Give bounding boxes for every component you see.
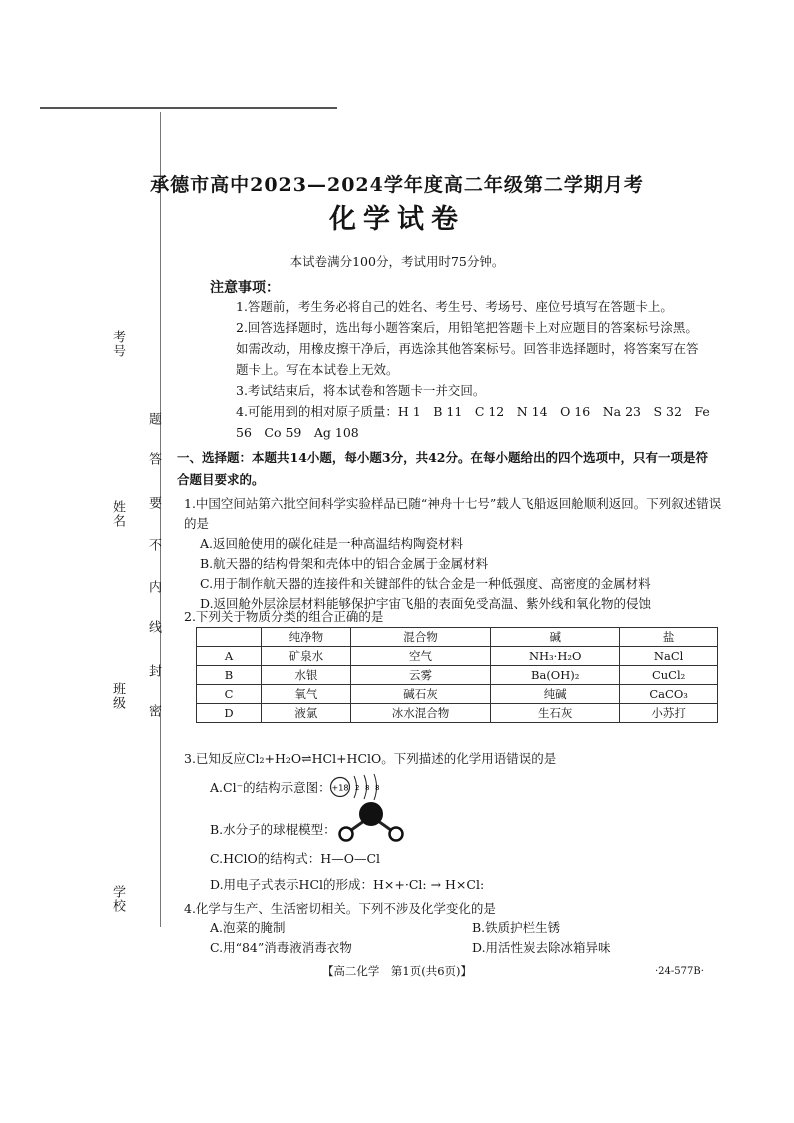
paper-title: 化学试卷 [329, 204, 465, 235]
seal-char: 封 [146, 664, 161, 678]
field-name: 姓名 [110, 500, 125, 528]
seal-char: 要 [146, 496, 161, 510]
q4-option: A.泡菜的腌制 [210, 920, 286, 935]
table-cell: 水银 [262, 666, 351, 685]
notes-list [210, 296, 710, 443]
table-cell: 小苏打 [620, 704, 718, 723]
table-header-row [197, 628, 718, 647]
field-class: 班级 [110, 682, 125, 710]
table-header-cell: 纯净物 [262, 628, 351, 647]
option: D.返回舱外层涂层材料能够保护宇宙飞船的表面免受高温、紫外线和氧化物的侵蚀 [200, 596, 652, 611]
top-rule [40, 107, 337, 109]
option: B.航天器的结构骨架和壳体中的铝合金属于金属材料 [200, 556, 489, 571]
option: C.用于制作航天器的连接件和关键部件的钛合金是一种低强度、高密度的金属材料 [200, 576, 651, 591]
table-cell: B [197, 666, 262, 685]
option: A.返回舱使用的碳化硅是一种高温结构陶瓷材料 [200, 536, 464, 551]
table-cell: C [197, 685, 262, 704]
chloride-ion-structure-diagram [328, 772, 388, 802]
q3-option-d: D.用电子式表示HCl的形成：H×+·Cl: → H×Cl: [210, 877, 485, 892]
table-cell: 生石灰 [491, 704, 620, 723]
table-header-cell: 碱 [491, 628, 620, 647]
table-cell: Ba(OH)₂ [491, 666, 620, 685]
question-stem: 1.中国空间站第六批空间科学实验样品已随“神舟十七号”载人飞船返回舱顺利返回。下列叙述错误的是 [184, 496, 722, 531]
q3-option-a: A.Cl⁻的结构示意图： [210, 780, 331, 795]
section-heading: 一、选择题：本题共14小题，每小题3分，共42分。在每小题给出的四个选项中，只有一项是符合题目要求的。 [177, 450, 708, 487]
q4-option: B.铁质护栏生锈 [472, 920, 561, 935]
q4-option: D.用活性炭去除冰箱异味 [472, 940, 611, 955]
question-4-stem: 4.化学与生产、生活密切相关。下列不涉及化学变化的是 [184, 901, 496, 916]
seal-char: 题 [146, 412, 161, 426]
table-header-cell [197, 628, 262, 647]
classification-table [196, 627, 718, 723]
seal-char: 内 [146, 580, 161, 594]
notes-heading: 注意事项： [210, 280, 280, 296]
q3-option-c: C.HClO的结构式：H—O—Cl [210, 851, 381, 866]
shell-electrons: 2 [355, 784, 360, 792]
note-item: 1.答题前，考生务必将自己的姓名、考生号、考场号、座位号填写在答题卡上。 [236, 299, 673, 314]
table-cell: 碱石灰 [350, 685, 490, 704]
table-cell: 氧气 [262, 685, 351, 704]
table-row [197, 647, 718, 666]
note-item: 2.回答选择题时，选出每小题答案后，用铅笔把答题卡上对应题目的答案标号涂黑。如需改动，用橡皮擦干净后，再选涂其他答案标号。回答非选择题时，将答案写在答题卡上。写在本试卷上无效。 [236, 320, 699, 377]
field-school: 学校 [110, 885, 125, 913]
table-cell: 空气 [350, 647, 490, 666]
table-header-cell: 混合物 [350, 628, 490, 647]
table-row [197, 666, 718, 685]
shell-electrons: 8 [375, 784, 380, 792]
seal-char: 答 [146, 452, 161, 466]
nucleus-charge: +18 [331, 783, 349, 793]
table-cell: CuCl₂ [620, 666, 718, 685]
paper-code: ·24-577B· [655, 966, 704, 977]
page-footer: 【高二化学 第1页(共6页)】 [321, 964, 473, 978]
table-cell: 矿泉水 [262, 647, 351, 666]
question-1 [184, 494, 724, 614]
water-ball-stick-model [334, 800, 414, 845]
shell-electrons: 8 [365, 784, 370, 792]
table-cell: A [197, 647, 262, 666]
table-row [197, 685, 718, 704]
exam-info: 本试卷满分100分，考试用时75分钟。 [289, 254, 505, 269]
table-cell: NH₃·H₂O [491, 647, 620, 666]
field-exam-number: 考号 [110, 330, 125, 358]
q3-option-b: B.水分子的球棍模型： [210, 822, 336, 837]
question-3-stem: 3.已知反应Cl₂+H₂O⇌HCl+HClO。下列描述的化学用语错误的是 [184, 751, 557, 766]
seal-char: 线 [146, 620, 161, 634]
seal-char: 不 [146, 538, 161, 552]
table-cell: 云雾 [350, 666, 490, 685]
table-cell: 液氯 [262, 704, 351, 723]
exam-title: 承德市高中2023—2024学年度高二年级第二学期月考 [150, 174, 644, 196]
table-cell: 冰水混合物 [350, 704, 490, 723]
table-cell: CaCO₃ [620, 685, 718, 704]
table-row [197, 704, 718, 723]
question-2-stem: 2.下列关于物质分类的组合正确的是 [184, 609, 384, 624]
table-cell: 纯碱 [491, 685, 620, 704]
note-item: 4.可能用到的相对原子质量：H 1 B 11 C 12 N 14 O 16 Na 23 S 32 Fe 56 Co 59 Ag 108 [236, 404, 710, 440]
q4-option: C.用“84”消毒液消毒衣物 [210, 940, 352, 955]
note-item: 3.考试结束后，将本试卷和答题卡一并交回。 [236, 383, 486, 398]
table-cell: D [197, 704, 262, 723]
table-header-cell: 盐 [620, 628, 718, 647]
table-cell: NaCl [620, 647, 718, 666]
seal-char: 密 [146, 704, 161, 718]
